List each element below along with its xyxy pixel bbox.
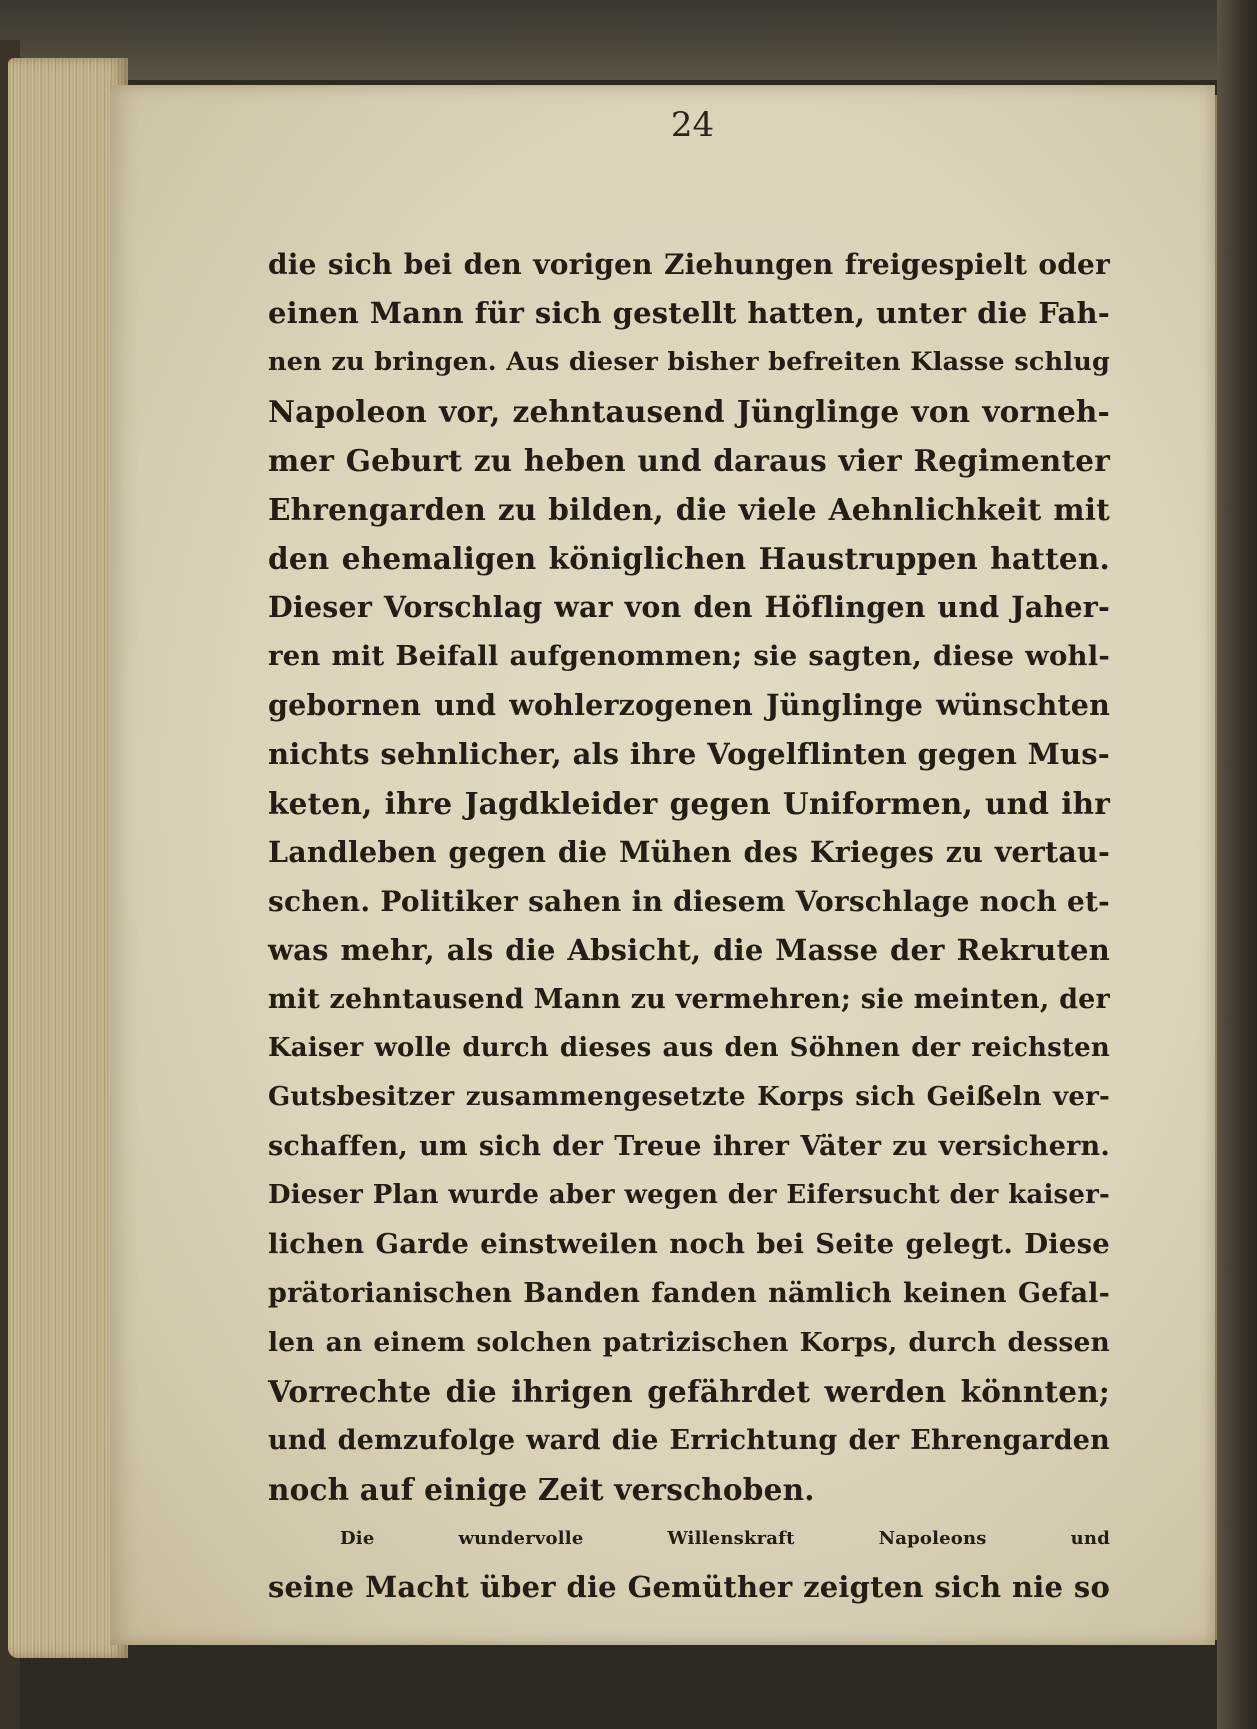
text-line: prätorianischen Banden fanden nämlich keinen Gefal- (268, 1278, 1110, 1309)
text-line: seine Macht über die Gemüther zeigten sich nie so (268, 1570, 1110, 1604)
text-line: schen. Politiker sahen in diesem Vorschlage noch et- (268, 885, 1110, 918)
text-line: mit zehntausend Mann zu vermehren; sie meinten, der (268, 984, 1110, 1015)
text-line: Napoleon vor, zehntausend Jünglinge von vorneh- (268, 394, 1110, 429)
text-line: ren mit Beifall aufgenommen; sie sagten, diese wohl- (268, 640, 1110, 672)
text-line: lichen Garde einstweilen noch bei Seite gelegt. Diese (268, 1228, 1110, 1260)
text-line: schaffen, um sich der Treue ihrer Väter zu versichern. (268, 1131, 1110, 1162)
text-line: Dieser Plan wurde aber wegen der Eifersucht der kaiser- (268, 1180, 1110, 1210)
text-line: nichts sehnlicher, als ihre Vogelflinten gegen Mus- (268, 737, 1110, 771)
text-line: den ehemaligen königlichen Haustruppen hatten. (268, 541, 1110, 576)
text-line: Gutsbesitzer zusammengesetzte Korps sich Geißeln ver- (268, 1082, 1110, 1112)
text-line: mer Geburt zu heben und daraus vier Regimenter (268, 443, 1110, 478)
text-line: Vorrechte die ihrigen gefährdet werden könnten; (268, 1374, 1110, 1409)
text-line: keten, ihre Jagdkleider gegen Uniformen, und ihr (268, 786, 1110, 821)
text-line: und demzufolge ward die Errichtung der Ehrengarden (268, 1425, 1110, 1456)
book-cover-top (0, 0, 1257, 80)
text-line: Landleben gegen die Mühen des Krieges zu vertau- (268, 835, 1110, 869)
text-line: Ehrengarden zu bilden, die viele Aehnlichkeit mit (268, 492, 1110, 527)
text-line: Kaiser wolle durch dieses aus den Söhnen der reichsten (268, 1033, 1110, 1063)
text-line-paragraph-end: noch auf einige Zeit verschoben. (268, 1472, 815, 1507)
page-number: 24 (670, 105, 715, 145)
text-line: die sich bei den vorigen Ziehungen freigespielt oder (268, 248, 1110, 281)
body-text (268, 240, 1110, 1612)
text-line-paragraph-start: Die wundervolle Willenskraft Napoleons und (340, 1528, 1110, 1549)
text-line: einen Mann für sich gestellt hatten, unter die Fah- (268, 296, 1110, 330)
text-line: Dieser Vorschlag war von den Höflingen und Jaher- (268, 590, 1110, 624)
text-line: gebornen und wohlerzogenen Jünglinge wünschten (268, 688, 1110, 722)
book-cover-right (1217, 0, 1257, 1729)
text-line: nen zu bringen. Aus dieser bisher befreiten Klasse schlug (268, 347, 1110, 377)
text-line: len an einem solchen patrizischen Korps, durch dessen (268, 1327, 1110, 1358)
text-line: was mehr, als die Absicht, die Masse der Rekruten (268, 933, 1110, 967)
